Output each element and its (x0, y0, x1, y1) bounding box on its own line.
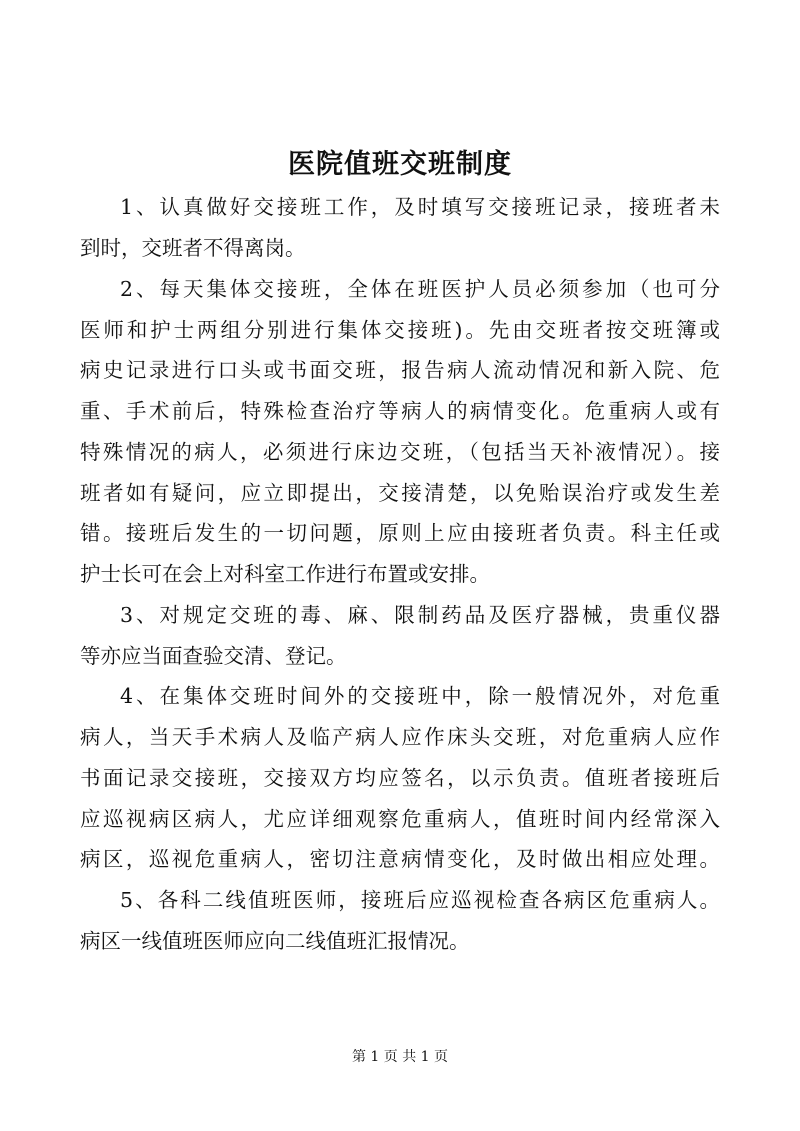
paragraph-4-line-4: 应巡视病区病人，尤应详细观察危重病人，值班时间内经常深入 (80, 807, 720, 831)
paragraph-4-line-2: 病人，当天手术病人及临产病人应作床头交班，对危重病人应作 (80, 725, 720, 749)
paragraph-1-line-1: 1、认真做好交接班工作，及时填写交接班记录，接班者未 (120, 195, 720, 219)
paragraph-1-line-2: 到时，交班者不得离岗。 (80, 236, 306, 260)
page-title: 医院值班交班制度 (288, 149, 512, 180)
paragraph-2-line-8: 护士长可在会上对科室工作进行布置或安排。 (80, 562, 490, 586)
paragraph-3-line-2: 等亦应当面查验交清、登记。 (80, 644, 347, 668)
paragraph-3-line-1: 3、对规定交班的毒、麻、限制药品及医疗器械，贵重仪器 (120, 603, 720, 627)
paragraph-4-line-1: 4、在集体交班时间外的交接班中，除一般情况外，对危重 (120, 684, 720, 708)
paragraph-4-line-3: 书面记录交接班，交接双方均应签名，以示负责。值班者接班后 (80, 766, 720, 790)
paragraph-2-line-4: 重、手术前后，特殊检查治疗等病人的病情变化。危重病人或有 (80, 399, 720, 423)
paragraph-5-line-2: 病区一线值班医师应向二线值班汇报情况。 (80, 929, 470, 953)
paragraph-2-line-2: 医师和护士两组分别进行集体交接班)。先由交班者按交班簿或 (80, 318, 720, 342)
paragraph-2-line-7: 错。接班后发生的一切问题，原则上应由接班者负责。科主任或 (80, 521, 720, 545)
paragraph-4-line-5: 病区，巡视危重病人，密切注意病情变化，及时做出相应处理。 (80, 847, 720, 871)
paragraph-2-line-5: 特殊情况的病人，必须进行床边交班，（包括当天补液情况）。接 (80, 440, 720, 464)
paragraph-5-line-1: 5、各科二线值班医师，接班后应巡视检查各病区危重病人。 (120, 888, 720, 912)
paragraph-2-line-3: 病史记录进行口头或书面交班，报告病人流动情况和新入院、危 (80, 358, 720, 382)
paragraph-2-line-6: 班者如有疑问，应立即提出，交接清楚，以免贻误治疗或发生差 (80, 481, 720, 505)
paragraph-2-line-1: 2、每天集体交接班，全体在班医护人员必须参加（也可分 (120, 277, 720, 301)
page-number-footer: 第 1 页 共 1 页 (351, 1049, 449, 1065)
